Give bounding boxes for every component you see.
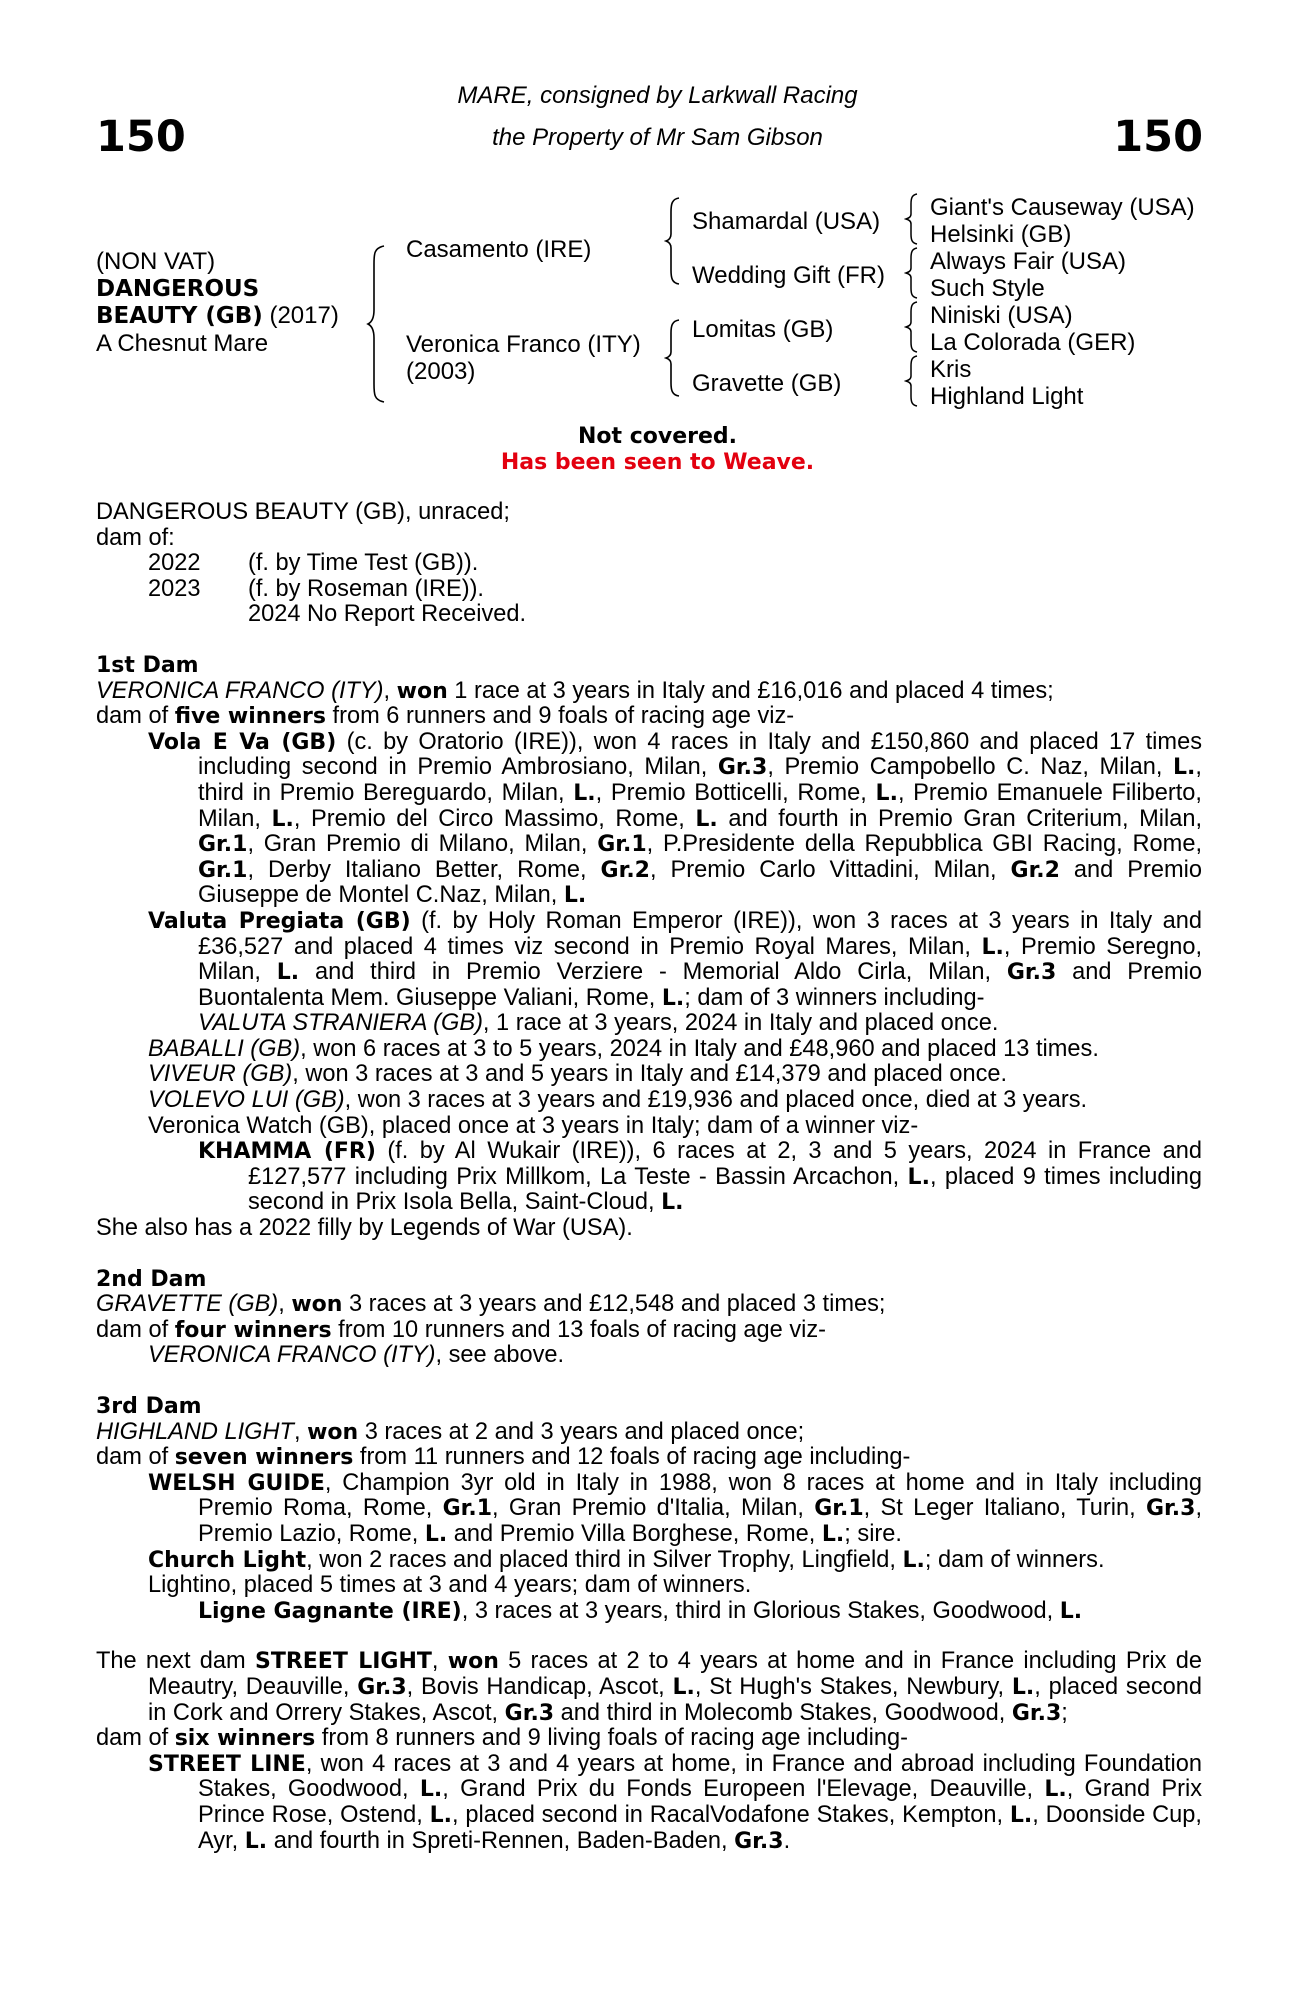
text-run: , Premio Campobello C. Naz, Milan, <box>767 754 1174 781</box>
text-run: , Champion 3yr old in Italy in 1988, won 8 races at home and in Italy including Premio Roma, Rome, <box>198 1469 1202 1522</box>
text-run: (c. by Oratorio (IRE)), won 4 races in Italy and £150,860 and placed 17 times including second in Premio Ambrosiano, Milan, <box>198 728 1202 781</box>
dam-sire: Lomitas (GB) <box>692 316 834 343</box>
text-run: VERONICA FRANCO (ITY) <box>148 1342 436 1369</box>
text-run: Gr.3 <box>1006 960 1057 986</box>
text-run: won <box>447 1649 499 1675</box>
section-gap <box>96 1369 1202 1394</box>
text-run: , placed second in RacalVodafone Stakes, Kempton, <box>451 1801 1010 1828</box>
text-run: from 11 runners and 12 foals of racing age including- <box>353 1444 911 1471</box>
text-run: , 3 races at 3 years, third in Glorious Stakes, Goodwood, <box>461 1597 1060 1624</box>
text-run: L. <box>1009 1802 1033 1828</box>
text-run: ; <box>1061 1699 1068 1726</box>
text-run: L. <box>1044 1777 1067 1803</box>
produce-text: (f. by Roseman (IRE)). <box>248 575 484 602</box>
text-run: Gr.2 <box>600 857 650 883</box>
text-run: won <box>307 1419 359 1445</box>
text-run: dam of <box>96 1444 175 1471</box>
consignor-line: MARE, consigned by Larkwall Racing <box>457 82 858 109</box>
text-run: L. <box>419 1777 443 1803</box>
text-run: Veronica Watch (GB), placed once at 3 years in Italy; dam of a winner viz- <box>148 1112 919 1139</box>
text-run: , P.Presidente della Repubblica GBI Racing, Rome, <box>646 831 1202 858</box>
text-run: ; dam of 3 winners including- <box>684 984 985 1011</box>
dd-brace <box>904 354 920 408</box>
first-dam-heading: 1st Dam <box>96 652 199 678</box>
next-dam-record <box>96 1649 1202 1726</box>
text-run: and Premio Giuseppe de Montel C.Naz, Milan, <box>198 856 1202 909</box>
text-run: L. <box>429 1802 452 1828</box>
dam-dam: Gravette (GB) <box>692 370 842 397</box>
sire-name: Casamento (IRE) <box>406 236 592 263</box>
ss-brace <box>904 192 920 246</box>
text-run: Gr.3 <box>1146 1496 1196 1522</box>
offspring-khamma <box>96 1139 1202 1216</box>
offspring-veronica-watch <box>96 1114 1202 1140</box>
sd-brace <box>904 246 920 300</box>
text-run: VALUTA STRANIERA (GB) <box>198 1010 483 1037</box>
text-run: L. <box>1173 755 1196 781</box>
sire-dam: Wedding Gift (FR) <box>692 262 885 289</box>
text-run: won <box>396 678 448 704</box>
text-run: seven winners <box>174 1445 354 1471</box>
text-run: , won 4 races at 3 and 4 years at home, in France and abroad including Foundation Stakes, Goodwood, <box>198 1750 1202 1803</box>
text-run: , 1 race at 3 years, 2024 in Italy and placed once. <box>482 1010 999 1037</box>
horse-name: BEAUTY (GB) <box>96 303 263 329</box>
horse-description: A Chesnut Mare <box>96 330 269 357</box>
text-run: Gr.3 <box>504 1700 555 1726</box>
text-run: L. <box>661 985 685 1011</box>
text-run: L. <box>276 960 300 986</box>
offspring-valuta-straniera <box>96 1011 1202 1037</box>
text-run: 3 races at 2 and 3 years and placed once; <box>358 1418 805 1445</box>
offspring-volevo-lui <box>96 1088 1202 1114</box>
text-run: , <box>383 677 397 704</box>
text-run: , Premio Botticelli, Rome, <box>595 779 876 806</box>
text-run: , Derby Italiano Better, Rome, <box>247 856 601 883</box>
text-run: five winners <box>174 704 326 730</box>
text-run: Vola E Va (GB) <box>148 729 337 755</box>
text-run: , Premio Emanuele Filiberto, Milan, <box>198 779 1202 832</box>
first-dam-also: She also has a 2022 filly by Legends of War (USA). <box>96 1215 633 1242</box>
text-run: , Premio Carlo Vittadini, Milan, <box>649 856 1011 883</box>
offspring-street-line <box>96 1752 1202 1854</box>
text-run: L. <box>902 1547 925 1573</box>
covered-note: Not covered. <box>578 424 737 449</box>
text-run: L. <box>573 780 596 806</box>
text-run: L. <box>244 1828 268 1854</box>
text-run: ; dam of winners. <box>924 1546 1105 1573</box>
text-run: , see above. <box>435 1342 565 1369</box>
text-run: , Grand Prix Prince Rose, Ostend, <box>198 1776 1202 1828</box>
text-run: and third in Premio Verziere - Memorial Aldo Cirla, Milan, <box>299 959 1007 986</box>
text-run: and third in Molecomb Stakes, Goodwood, <box>554 1699 1012 1726</box>
offspring-vola-e-va <box>96 730 1202 909</box>
text-run: , Premio del Circo Massimo, Rome, <box>293 805 696 832</box>
text-run: L. <box>1059 1598 1083 1624</box>
text-run: L. <box>1011 1674 1035 1700</box>
offspring-welsh-guide <box>96 1471 1202 1548</box>
produce-text: 2024 No Report Received. <box>248 601 527 628</box>
third-dam-heading: 3rd Dam <box>96 1394 202 1419</box>
text-run: Gr.1 <box>597 832 647 858</box>
vice-note: Has been seen to Weave. <box>500 450 815 475</box>
text-run: from 6 runners and 9 foals of racing age viz- <box>325 703 795 730</box>
text-run: L. <box>907 1164 930 1190</box>
offspring-veronica-franco <box>96 1343 1202 1369</box>
text-run: L. <box>981 934 1004 960</box>
text-run: The next dam <box>96 1648 255 1675</box>
text-run: from 10 runners and 13 foals of racing age viz- <box>331 1316 827 1343</box>
second-dam-produce <box>96 1318 1202 1344</box>
text-run: Gr.3 <box>357 1674 407 1700</box>
text-run: , Doonside Cup, Ayr, <box>198 1801 1202 1854</box>
text-run: Gr.3 <box>717 755 768 781</box>
vat-status: (NON VAT) <box>96 248 216 275</box>
text-run: STREET LIGHT <box>254 1649 432 1675</box>
text-run: won <box>291 1292 343 1318</box>
sire-brace <box>664 196 682 286</box>
offspring-baballi <box>96 1037 1202 1063</box>
text-run: VERONICA FRANCO (ITY) <box>96 677 384 704</box>
text-run: 5 races at 2 to 4 years at home and in France including Prix de Meautry, Deauville, <box>148 1648 1202 1700</box>
text-run: , won 3 races at 3 and 5 years in Italy and £14,379 and placed once. <box>292 1061 1008 1088</box>
text-run: BABALLI (GB) <box>148 1035 301 1062</box>
pedigree-brace-main <box>366 244 388 404</box>
produce-record <box>96 551 1202 577</box>
produce-year: 2023 <box>148 575 201 602</box>
dam-name: Veronica Franco (ITY) <box>406 331 641 358</box>
text-run: 1 race at 3 years in Italy and £16,016 and placed 4 times; <box>447 677 1054 704</box>
text-run: L. <box>875 780 898 806</box>
text-run: from 8 runners and 9 living foals of racing age including- <box>315 1725 909 1752</box>
offspring-viveur <box>96 1062 1202 1088</box>
text-run: , won 3 races at 3 years and £19,936 and placed once, died at 3 years. <box>344 1087 1088 1114</box>
produce-intro-2: dam of: <box>96 524 175 551</box>
text-run: . <box>783 1827 791 1854</box>
text-run: , placed second in Cork and Orrery Stakes, Ascot, <box>148 1673 1202 1726</box>
text-run: Gr.3 <box>1011 1700 1062 1726</box>
property-line: the Property of Mr Sam Gibson <box>492 124 823 151</box>
text-run: Gr.1 <box>198 832 248 858</box>
text-run: L. <box>821 1521 845 1547</box>
text-run: , <box>293 1418 308 1445</box>
text-run: , won 2 races and placed third in Silver Trophy, Lingfield, <box>306 1546 903 1573</box>
dam-brace <box>664 318 682 398</box>
text-run: , third in Premio Bereguardo, Milan, <box>198 754 1202 806</box>
section-gap <box>96 1624 1202 1649</box>
text-run: six winners <box>174 1726 316 1752</box>
text-run: dam of <box>96 1316 175 1343</box>
ancestor-dds: Kris <box>930 356 972 383</box>
text-run: and fourth in Spreti-Rennen, Baden-Baden, <box>267 1827 735 1854</box>
horse-name-line2 <box>96 302 339 330</box>
produce-intro: DANGEROUS BEAUTY (GB), unraced; <box>96 499 510 525</box>
text-run: (f. by Al Wukair (IRE)), 6 races at 2, 3 and 5 years, 2024 in France and £127,577 including Prix Millkom, La Teste - Bassin Arcachon, <box>248 1138 1202 1190</box>
text-run: GRAVETTE (GB) <box>96 1291 279 1318</box>
ancestor-sdd: Such Style <box>930 275 1045 302</box>
text-run: L. <box>695 806 718 832</box>
text-run: Gr.3 <box>734 1828 784 1854</box>
text-run: ; sire. <box>844 1520 902 1547</box>
text-run: , St Hugh's Stakes, Newbury, <box>694 1673 1012 1700</box>
text-run: Gr.2 <box>1010 857 1060 883</box>
first-dam-record <box>96 679 1202 705</box>
text-run: HIGHLAND LIGHT <box>96 1418 294 1445</box>
text-run: , placed 9 times including second in Prix Isola Bella, Saint-Cloud, <box>248 1163 1202 1216</box>
text-run: , Premio Seregno, Milan, <box>198 933 1202 986</box>
text-run: Gr.1 <box>442 1496 493 1522</box>
text-run: L. <box>672 1674 695 1700</box>
offspring-lightino <box>96 1573 1202 1599</box>
text-run: Ligne Gagnante (IRE) <box>198 1598 462 1624</box>
text-run: L. <box>271 806 294 832</box>
ancestor-sss: Giant's Causeway (USA) <box>930 194 1195 221</box>
ancestor-sds: Always Fair (USA) <box>930 248 1127 275</box>
ancestor-ssd: Helsinki (GB) <box>930 221 1072 248</box>
text-run: L. <box>661 1190 684 1216</box>
text-run: , won 6 races at 3 to 5 years, 2024 in Italy and £48,960 and placed 13 times. <box>300 1035 1099 1062</box>
text-run: (f. by Holy Roman Emperor (IRE)), won 3 races at 3 years in Italy and £36,527 and placed 4 times viz second in Premio Royal Mares, Milan, <box>198 907 1202 960</box>
second-dam-heading: 2nd Dam <box>96 1266 207 1292</box>
text-run: L. <box>424 1521 448 1547</box>
ancestor-dsd: La Colorada (GER) <box>930 329 1136 356</box>
text-run: , Bovis Handicap, Ascot, <box>406 1673 673 1700</box>
text-run: Gr.1 <box>198 857 248 883</box>
lot-number-left: 150 <box>96 112 186 162</box>
text-run: , Gran Premio d'Italia, Milan, <box>492 1495 815 1522</box>
produce-record <box>96 602 1202 628</box>
ds-brace <box>904 300 920 354</box>
dam-year: (2003) <box>406 358 476 385</box>
section-gap <box>96 628 1202 653</box>
text-run: VIVEUR (GB) <box>148 1061 293 1088</box>
text-run: dam of <box>96 703 175 730</box>
text-run: VOLEVO LUI (GB) <box>148 1087 345 1114</box>
text-run: , Gran Premio di Milano, Milan, <box>247 831 598 858</box>
foaling-year: (2017) <box>262 302 339 329</box>
text-run: and Premio Villa Borghese, Rome, <box>447 1520 822 1547</box>
ancestor-dss: Niniski (USA) <box>930 302 1073 329</box>
lot-number-right: 150 <box>1113 112 1203 162</box>
third-dam-produce <box>96 1445 1202 1471</box>
offspring-church-light <box>96 1548 1202 1574</box>
first-dam-produce <box>96 704 1202 730</box>
text-run: Church Light <box>148 1547 307 1573</box>
text-run: and Premio Buontalenta Mem. Giuseppe Valiani, Rome, <box>198 959 1202 1011</box>
text-run: , Premio Lazio, Rome, <box>198 1495 1202 1547</box>
sire-sire: Shamardal (USA) <box>692 208 881 235</box>
catalogue-body <box>96 500 1202 1854</box>
text-run: Gr.1 <box>814 1496 864 1522</box>
offspring-ligne-gagnante <box>96 1599 1202 1625</box>
text-run: , <box>278 1291 292 1318</box>
offspring-valuta-pregiata <box>96 909 1202 1011</box>
second-dam-record <box>96 1292 1202 1318</box>
text-run: STREET LINE <box>148 1751 306 1777</box>
text-run: WELSH GUIDE <box>148 1470 325 1496</box>
text-run: Valuta Pregiata (GB) <box>148 908 411 934</box>
third-dam-record <box>96 1420 1202 1446</box>
text-run: KHAMMA (FR) <box>198 1139 376 1165</box>
text-run: 3 races at 3 years and £12,548 and placed 3 times; <box>342 1291 886 1318</box>
text-run: , <box>431 1648 448 1675</box>
next-dam-produce <box>96 1726 1202 1752</box>
text-run: , Grand Prix du Fonds Europeen l'Elevage, Deauville, <box>442 1776 1045 1803</box>
section-gap <box>96 1242 1202 1267</box>
text-run: Lightino, placed 5 times at 3 and 4 years; dam of winners. <box>148 1572 752 1599</box>
ancestor-ddd: Highland Light <box>930 383 1084 410</box>
produce-text: (f. by Time Test (GB)). <box>248 550 479 577</box>
text-run: and fourth in Premio Gran Criterium, Milan, <box>717 805 1202 832</box>
horse-name-line1: DANGEROUS <box>96 276 260 302</box>
produce-year: 2022 <box>148 550 201 577</box>
produce-record <box>96 577 1202 603</box>
text-run: four winners <box>174 1317 332 1343</box>
text-run: L. <box>563 883 587 909</box>
text-run: , St Leger Italiano, Turin, <box>863 1495 1146 1522</box>
text-run: dam of <box>96 1725 175 1752</box>
